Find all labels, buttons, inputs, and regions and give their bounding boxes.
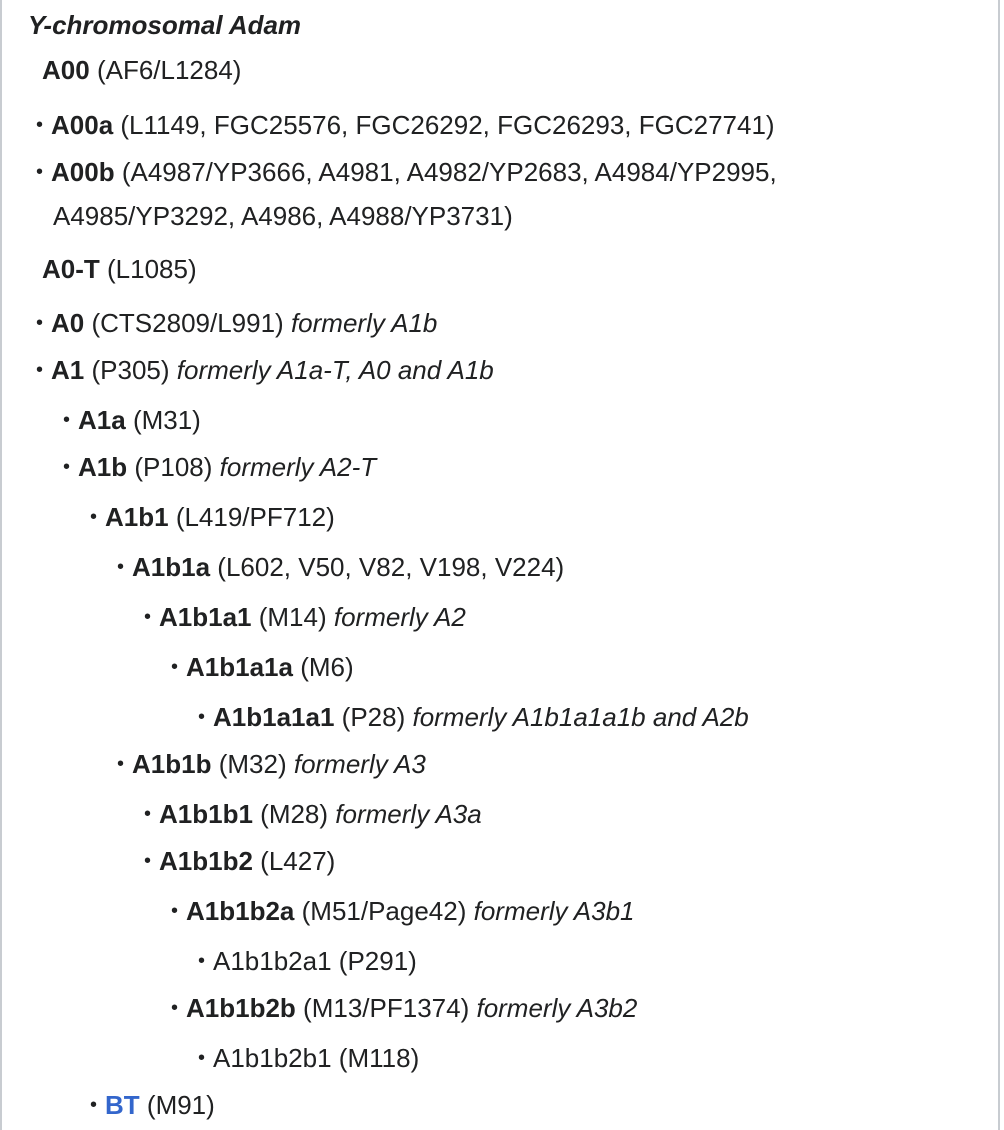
node-note: formerly A2	[333, 602, 466, 632]
node-markers: (M31)	[132, 405, 201, 435]
node-name: A1b1a	[132, 552, 211, 582]
node-name: A1	[51, 355, 85, 385]
bullet-icon: •	[117, 556, 125, 578]
tree-node-a1a	[63, 403, 201, 437]
tree-node-a00	[42, 53, 241, 87]
tree-title: Y-chromosomal Adam	[28, 10, 302, 40]
node-markers: (M28)	[260, 799, 329, 829]
node-markers: (M32)	[218, 749, 287, 779]
node-markers: (M118)	[338, 1043, 420, 1073]
tree-node-a1b1b2b	[171, 991, 637, 1025]
node-markers-continued: A4985/YP3292, A4986, A4988/YP3731)	[53, 201, 513, 231]
node-note: formerly A2-T	[219, 452, 377, 482]
node-name: A1b	[78, 452, 128, 482]
node-markers: (P108)	[134, 452, 213, 482]
bullet-icon: •	[90, 1094, 98, 1116]
tree-node-a1b1a1	[144, 600, 466, 634]
bullet-icon: •	[63, 409, 71, 431]
node-name: A00a	[51, 110, 114, 140]
node-markers: (M13/PF1374)	[303, 993, 470, 1023]
tree-node-a1b	[63, 450, 376, 484]
tree-node-a1b1a	[117, 550, 564, 584]
node-name: A1b1b2a1	[213, 946, 332, 976]
node-markers: (M6)	[300, 652, 354, 682]
node-markers: (A4987/YP3666, A4981, A4982/YP2683, A4984/YP2995,	[121, 157, 777, 187]
node-note: formerly A3a	[335, 799, 482, 829]
tree-node-a0	[36, 306, 437, 340]
tree-node-a1	[36, 353, 494, 387]
bullet-icon: •	[198, 1047, 206, 1069]
tree-node-a1b1a1a	[171, 650, 354, 684]
bullet-icon: •	[171, 997, 179, 1019]
node-name: A00	[42, 55, 90, 85]
node-markers: (L419/PF712)	[175, 502, 335, 532]
node-name: A1b1a1	[159, 602, 252, 632]
node-name: A00b	[51, 157, 115, 187]
bullet-icon: •	[171, 900, 179, 922]
bullet-icon: •	[144, 803, 152, 825]
node-markers: (L602, V50, V82, V198, V224)	[217, 552, 565, 582]
bullet-icon: •	[36, 114, 44, 136]
bullet-icon: •	[36, 312, 44, 334]
node-name: A1a	[78, 405, 126, 435]
node-markers: (P291)	[338, 946, 417, 976]
node-note: formerly A3b2	[476, 993, 638, 1023]
node-markers: (L1085)	[107, 254, 197, 284]
node-name: A1b1b1	[159, 799, 253, 829]
bullet-icon: •	[90, 506, 98, 528]
node-markers: (AF6/L1284)	[96, 55, 242, 85]
tree-node-bt	[90, 1088, 215, 1122]
node-note: formerly A1b1a1a1b and A2b	[412, 702, 749, 732]
bullet-icon: •	[198, 950, 206, 972]
node-markers: (M51/Page42)	[301, 896, 467, 926]
node-note: formerly A3	[293, 749, 426, 779]
tree-node-a1b1b	[117, 747, 426, 781]
bullet-icon: •	[144, 606, 152, 628]
node-note: formerly A1a-T, A0 and A1b	[176, 355, 494, 385]
node-name: A1b1a1a1	[213, 702, 335, 732]
node-markers: (P28)	[341, 702, 406, 732]
tree-node-a00b-continued	[53, 199, 513, 233]
bullet-icon: •	[36, 359, 44, 381]
node-markers: (P305)	[91, 355, 170, 385]
node-note: formerly A1b	[290, 308, 438, 338]
node-name: A1b1b2	[159, 846, 253, 876]
bullet-icon: •	[63, 456, 71, 478]
node-markers: (M14)	[258, 602, 327, 632]
node-note: formerly A3b1	[473, 896, 635, 926]
node-name: A1b1b	[132, 749, 212, 779]
node-markers: (L1149, FGC25576, FGC26292, FGC26293, FGC27741)	[120, 110, 775, 140]
node-name: A0-T	[42, 254, 100, 284]
tree-node-a1b1	[90, 500, 335, 534]
tree-node-a1b1b1	[144, 797, 482, 831]
node-markers: (CTS2809/L991)	[91, 308, 284, 338]
tree-node-a0-t	[42, 252, 197, 286]
node-name: A1b1b2b	[186, 993, 296, 1023]
node-name: A1b1a1a	[186, 652, 293, 682]
bullet-icon: •	[36, 161, 44, 183]
node-markers: (M91)	[146, 1090, 215, 1120]
node-markers: (L427)	[260, 846, 336, 876]
bullet-icon: •	[171, 656, 179, 678]
node-name: A1b1b2a	[186, 896, 295, 926]
tree-node-a00a	[36, 108, 775, 142]
tree-node-a00b	[36, 155, 777, 189]
bullet-icon: •	[198, 706, 206, 728]
node-link-bt[interactable]: BT	[105, 1090, 140, 1120]
tree-node-a1b1a1a1	[198, 700, 749, 734]
node-name: A1b1	[105, 502, 169, 532]
tree-node-a1b1b2a1	[198, 944, 417, 978]
tree-node-a1b1b2b1	[198, 1041, 419, 1075]
node-name: A1b1b2b1	[213, 1043, 332, 1073]
node-name: A0	[51, 308, 85, 338]
bullet-icon: •	[117, 753, 125, 775]
tree-node-a1b1b2	[144, 844, 335, 878]
bullet-icon: •	[144, 850, 152, 872]
tree-node-a1b1b2a	[171, 894, 635, 928]
